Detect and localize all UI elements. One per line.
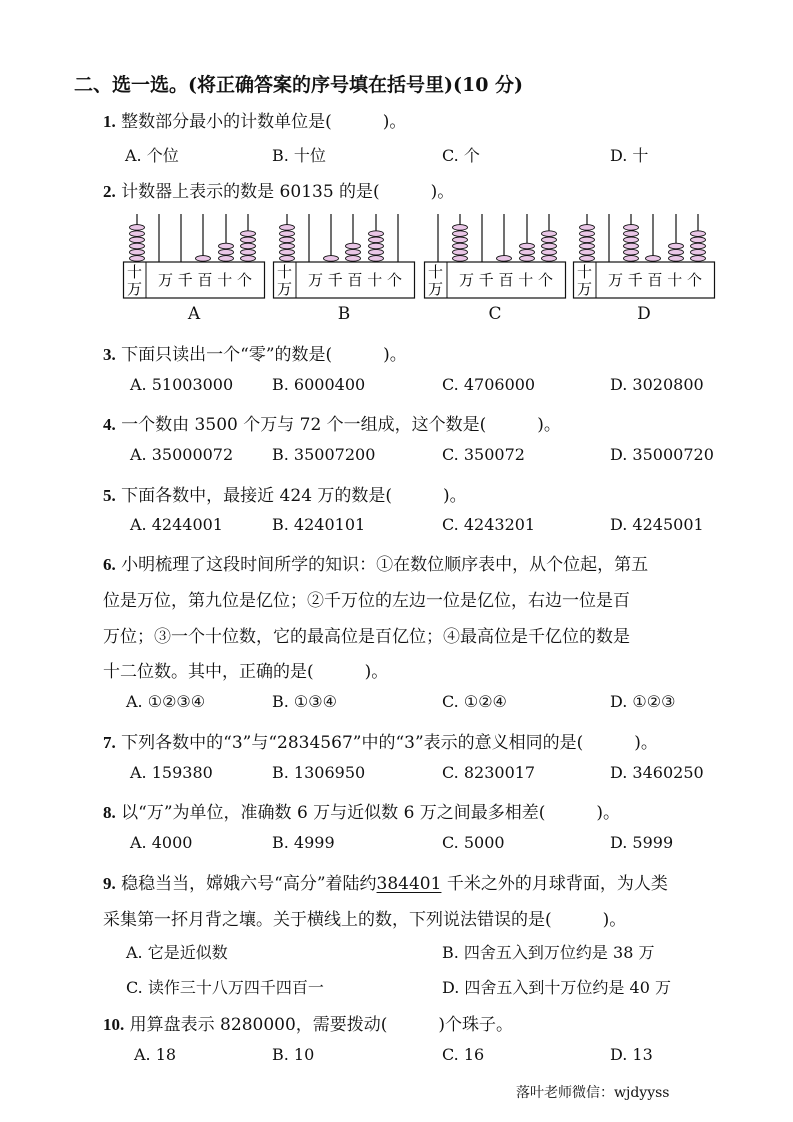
option-c[interactable]: C. 读作三十八万四千四百一	[126, 978, 324, 997]
abacus-bead	[280, 231, 295, 237]
option-c[interactable]: C. 4243201	[442, 515, 536, 534]
question-10	[103, 1010, 513, 1035]
option-a[interactable]: A. 它是近似数	[126, 943, 228, 962]
option-c[interactable]: C. 个	[442, 146, 480, 165]
abacus-bead	[580, 249, 595, 255]
abacus-b[interactable]	[273, 212, 415, 324]
question-5	[103, 481, 467, 506]
abacus-bead	[130, 256, 145, 262]
option-b[interactable]: B. 10	[272, 1045, 315, 1064]
option-d[interactable]: D. 3460250	[610, 763, 704, 782]
option-c[interactable]: C. 8230017	[442, 763, 536, 782]
abacus-bead	[346, 243, 361, 249]
abacus-bead	[669, 243, 684, 249]
abacus-bead	[130, 249, 145, 255]
abacus-drawing	[123, 212, 265, 300]
abacus-bead	[369, 237, 384, 243]
question-number: 7.	[103, 733, 116, 752]
abacus-label: C	[488, 304, 502, 324]
section-title: 二、选一选。(将正确答案的序号填在括号里)(10 分)	[74, 74, 524, 96]
abacus-place-labels: 万 千 百 十 个	[157, 271, 253, 289]
question-number: 3.	[103, 345, 116, 364]
abacus-bead	[453, 225, 468, 231]
abacus-bead	[280, 225, 295, 231]
abacus-bead	[130, 243, 145, 249]
question-3	[103, 340, 407, 365]
option-d[interactable]: D. ①②③	[610, 692, 676, 711]
abacus-bead	[369, 231, 384, 237]
question-stem-line: 位是万位，第九位是亿位；②千万位的左边一位是亿位，右边一位是百	[103, 591, 630, 611]
option-a[interactable]: A. 4000	[130, 833, 193, 852]
option-d[interactable]: D. 四舍五入到十万位约是 40 万	[442, 978, 671, 997]
abacus-bead	[130, 237, 145, 243]
abacus-place-label: 万	[427, 280, 444, 298]
question-stem: 计数器上表示的数是 60135 的是( )。	[121, 182, 455, 202]
abacus-bead	[624, 225, 639, 231]
abacus-bead	[241, 237, 256, 243]
abacus-bead	[241, 249, 256, 255]
option-b[interactable]: B. 四舍五入到万位约是 38 万	[442, 943, 655, 962]
abacus-bead	[280, 256, 295, 262]
underlined-number: 384401	[376, 874, 442, 894]
abacus-place-label: 十	[276, 263, 293, 281]
option-b[interactable]: B. 1306950	[272, 763, 366, 782]
abacus-bead	[624, 243, 639, 249]
question-1	[103, 107, 406, 132]
question-stem-line: 采集第一抔月背之壤。关于横线上的数，下列说法错误的是( )。	[103, 910, 627, 930]
abacus-bead	[580, 231, 595, 237]
abacus-place-label: 十	[427, 263, 444, 281]
abacus-place-labels: 万 千 百 十 个	[458, 271, 554, 289]
abacus-bead	[580, 225, 595, 231]
option-c[interactable]: C. 16	[442, 1045, 485, 1064]
abacus-bead	[280, 243, 295, 249]
abacus-bead	[520, 249, 535, 255]
question-stem: 整数部分最小的计数单位是( )。	[121, 112, 407, 132]
abacus-bead	[241, 231, 256, 237]
question-number: 6.	[103, 555, 116, 574]
question-number: 8.	[103, 803, 116, 822]
option-d[interactable]: D. 5999	[610, 833, 674, 852]
abacus-bead	[624, 231, 639, 237]
option-b[interactable]: B. ①③④	[272, 692, 337, 711]
option-a[interactable]: A. 4244001	[130, 515, 223, 534]
abacus-bead	[691, 231, 706, 237]
abacus-bead	[691, 237, 706, 243]
abacus-bead	[280, 249, 295, 255]
abacus-label: B	[337, 304, 351, 324]
abacus-label: D	[637, 304, 651, 324]
abacus-a[interactable]	[123, 212, 265, 324]
abacus-place-labels: 万 千 百 十 个	[307, 271, 403, 289]
abacus-bead	[241, 243, 256, 249]
option-a[interactable]: A. 个位	[125, 146, 179, 165]
abacus-bead	[346, 249, 361, 255]
question-stem: 千米之外的月球背面，为人类	[441, 874, 668, 894]
question-number: 9.	[103, 874, 116, 893]
abacus-bead	[453, 231, 468, 237]
abacus-bead	[219, 256, 234, 262]
abacus-c[interactable]	[424, 212, 566, 324]
abacus-bead	[453, 256, 468, 262]
abacus-bead	[542, 249, 557, 255]
question-7	[103, 728, 658, 753]
abacus-place-label: 十	[126, 263, 143, 281]
question-stem: 用算盘表示 8280000，需要拨动( )个珠子。	[129, 1015, 514, 1035]
abacus-bead	[453, 249, 468, 255]
option-c[interactable]: C. ①②④	[442, 692, 507, 711]
abacus-bead	[130, 225, 145, 231]
abacus-place-label: 十	[576, 263, 593, 281]
abacus-bead	[542, 237, 557, 243]
option-d[interactable]: D. 3020800	[610, 375, 704, 394]
option-b[interactable]: B. 35007200	[272, 445, 376, 464]
abacus-bead	[130, 231, 145, 237]
abacus-bead	[219, 243, 234, 249]
abacus-bead	[324, 256, 339, 262]
footer-note: 落叶老师微信：wjdyyss	[516, 1085, 670, 1101]
question-number: 5.	[103, 486, 116, 505]
option-a[interactable]: A. 18	[134, 1045, 177, 1064]
abacus-bead	[691, 256, 706, 262]
abacus-bead	[453, 243, 468, 249]
option-a[interactable]: A. 159380	[130, 763, 213, 782]
option-c[interactable]: C. 4706000	[442, 375, 536, 394]
abacus-place-label: 万	[276, 280, 293, 298]
abacus-bead	[691, 249, 706, 255]
question-stem: 稳稳当当，嫦娥六号“高分”着陆约	[121, 874, 377, 894]
question-stem: 一个数由 3500 个万与 72 个一组成，这个数是( )。	[121, 415, 561, 435]
option-b[interactable]: B. 4999	[272, 833, 335, 852]
question-stem-line: 小明梳理了这段时间所学的知识：①在数位顺序表中，从个位起，第五	[121, 555, 649, 575]
abacus-bead	[346, 256, 361, 262]
question-number: 1.	[103, 112, 116, 131]
abacus-bead	[669, 256, 684, 262]
abacus-bead	[453, 237, 468, 243]
abacus-bead	[580, 237, 595, 243]
abacus-bead	[691, 243, 706, 249]
abacus-bead	[624, 249, 639, 255]
question-6	[103, 550, 648, 575]
abacus-drawing	[273, 212, 415, 300]
option-d[interactable]: D. 4245001	[610, 515, 704, 534]
abacus-bead	[580, 256, 595, 262]
option-d[interactable]: D. 35000720	[610, 445, 714, 464]
question-4	[103, 410, 561, 435]
option-b[interactable]: B. 十位	[272, 146, 326, 165]
abacus-bead	[669, 249, 684, 255]
option-c[interactable]: C. 350072	[442, 445, 525, 464]
option-b[interactable]: B. 4240101	[272, 515, 366, 534]
question-stem: 下面各数中，最接近 424 万的数是( )。	[121, 486, 467, 506]
option-a[interactable]: A. ①②③④	[126, 692, 206, 711]
question-2	[103, 177, 454, 202]
abacus-bead	[369, 249, 384, 255]
option-a[interactable]: A. 35000072	[130, 445, 234, 464]
question-number: 10.	[103, 1015, 125, 1034]
question-number: 4.	[103, 415, 116, 434]
abacus-d[interactable]	[573, 212, 715, 324]
question-stem-line: 十二位数。其中，正确的是( )。	[103, 662, 389, 682]
abacus-bead	[520, 243, 535, 249]
abacus-bead	[542, 256, 557, 262]
question-8	[103, 798, 620, 823]
abacus-place-label: 万	[126, 280, 143, 298]
abacus-place-label: 万	[576, 280, 593, 298]
option-c[interactable]: C. 5000	[442, 833, 505, 852]
abacus-bead	[196, 256, 211, 262]
abacus-bead	[580, 243, 595, 249]
abacus-bead	[542, 231, 557, 237]
abacus-bead	[497, 256, 512, 262]
abacus-bead	[369, 256, 384, 262]
abacus-bead	[624, 237, 639, 243]
abacus-bead	[520, 256, 535, 262]
abacus-bead	[280, 237, 295, 243]
question-number: 2.	[103, 182, 116, 201]
option-a[interactable]: A. 51003000	[130, 375, 234, 394]
abacus-bead	[542, 243, 557, 249]
abacus-place-labels: 万 千 百 十 个	[607, 271, 703, 289]
abacus-label: A	[187, 304, 201, 324]
question-stem: 下列各数中的“3”与“2834567”中的“3”表示的意义相同的是( )。	[121, 733, 658, 753]
question-9	[103, 869, 668, 894]
option-d[interactable]: D. 13	[610, 1045, 653, 1064]
option-d[interactable]: D. 十	[610, 146, 649, 165]
question-stem: 以“万”为单位，准确数 6 万与近似数 6 万之间最多相差( )。	[121, 803, 621, 823]
abacus-bead	[219, 249, 234, 255]
option-b[interactable]: B. 6000400	[272, 375, 366, 394]
abacus-bead	[646, 256, 661, 262]
abacus-bead	[369, 243, 384, 249]
question-stem: 下面只读出一个“零”的数是( )。	[121, 345, 407, 365]
question-stem-line: 万位；③一个十位数，它的最高位是百亿位；④最高位是千亿位的数是	[103, 627, 630, 647]
abacus-bead	[241, 256, 256, 262]
abacus-drawing	[573, 212, 715, 300]
abacus-bead	[624, 256, 639, 262]
abacus-drawing	[424, 212, 566, 300]
